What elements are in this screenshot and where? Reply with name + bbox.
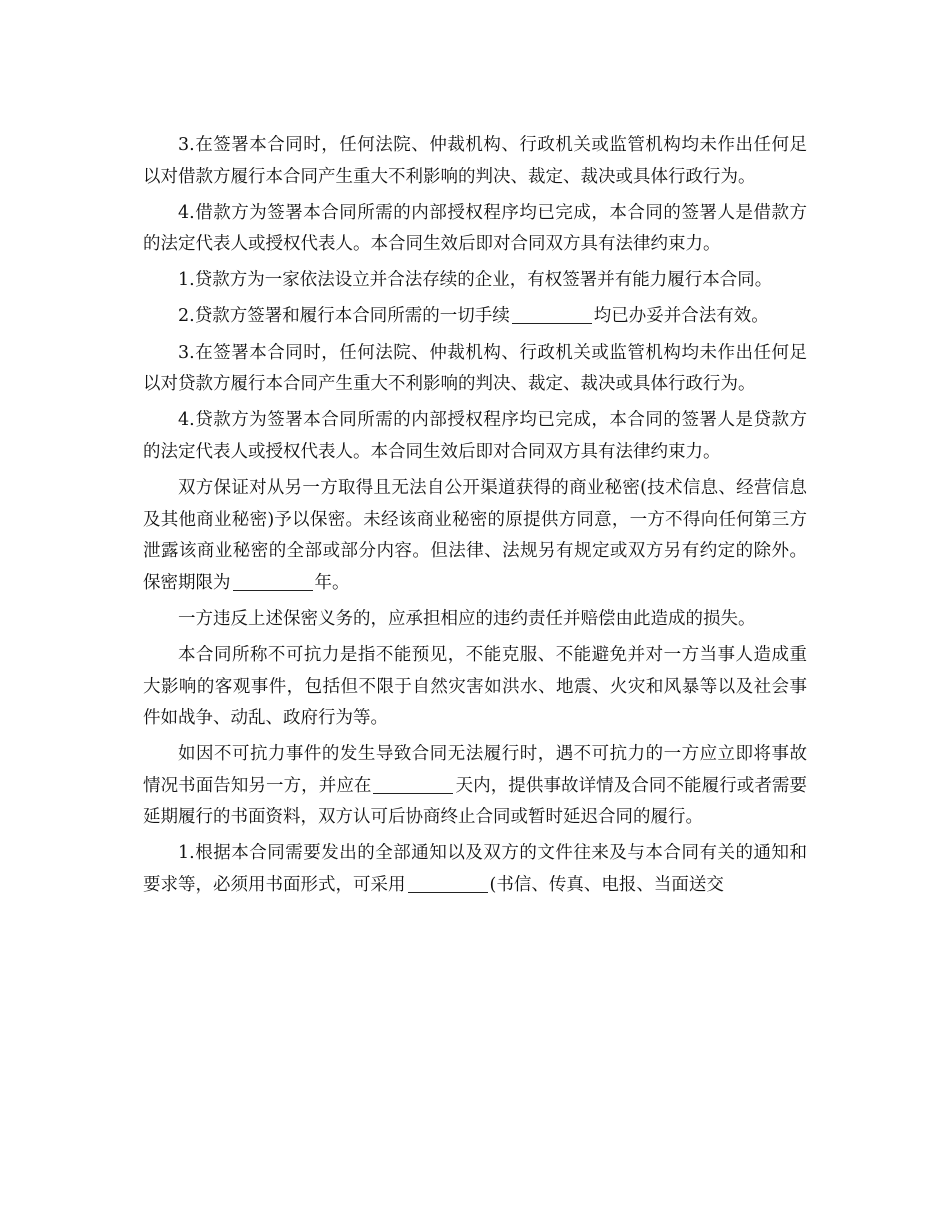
clause-paragraph xyxy=(143,405,807,468)
clause-text: 本合同所称不可抗力是指不能预见，不能克服、不能避免并对一方当事人造成重大影响的客观事件，包括但不限于自然灾害如洪水、地震、火灾和风暴等以及社会事件如战争、动乱、政府行为等。 xyxy=(143,644,807,729)
clause-text: 1.根据本合同需要发出的全部通知以及双方的文件往来及与本合同有关的通知和要求等，必须用书面形式，可采用 xyxy=(143,843,807,896)
fill-in-blank[interactable] xyxy=(373,775,453,794)
clause-paragraph xyxy=(143,473,807,599)
clause-text: 双方保证对从另一方取得且无法自公开渠道获得的商业秘密(技术信息、经营信息及其他商业秘密)予以保密。未经该商业秘密的原提供方同意，一方不得向任何第三方泄露该商业秘密的全部或部分内容。但法律、法规另有规定或双方另有约定的除外。保密期限为 xyxy=(143,477,807,593)
fill-in-blank[interactable] xyxy=(233,572,313,591)
fill-in-blank[interactable] xyxy=(408,875,488,894)
clause-text: 4.借款方为签署本合同所需的内部授权程序均已完成，本合同的签署人是借款方的法定代表人或授权代表人。本合同生效后即对合同双方具有法律约束力。 xyxy=(143,202,807,255)
clause-text: 一方违反上述保密义务的，应承担相应的违约责任并赔偿由此造成的损失。 xyxy=(178,608,756,629)
clause-paragraph xyxy=(143,604,807,636)
clause-text: 4.贷款方为签署本合同所需的内部授权程序均已完成，本合同的签署人是贷款方的法定代表人或授权代表人。本合同生效后即对合同双方具有法律约束力。 xyxy=(143,410,807,462)
clause-text: 如因不可抗力事件的发生导致合同无法履行时，遇不可抗力的一方应立即将事故情况书面告知另一方，并应在 xyxy=(143,744,807,796)
clause-text: 2.贷款方签署和履行本合同所需的一切手续 xyxy=(178,306,510,327)
clause-text: 3.在签署本合同时，任何法院、仲裁机构、行政机关或监管机构均未作出任何足以对贷款方履行本合同产生重大不利影响的判决、裁定、裁决或具体行政行为。 xyxy=(143,342,807,395)
clause-text: 天内，提供事故详情及合同不能履行或者需要延期履行的书面资料，双方认可后协商终止合同或暂时延迟合同的履行。 xyxy=(143,775,807,828)
fill-in-blank[interactable] xyxy=(512,306,592,325)
clause-text: 均已办妥并合法有效。 xyxy=(593,306,769,327)
clause-paragraph xyxy=(143,838,807,901)
clause-paragraph xyxy=(143,739,807,834)
clause-paragraph xyxy=(143,265,807,297)
clause-text: 1.贷款方为一家依法设立并合法存续的企业，有权签署并有能力履行本合同。 xyxy=(178,270,773,291)
document-body xyxy=(143,130,807,906)
clause-text: 3.在签署本合同时，任何法院、仲裁机构、行政机关或监管机构均未作出任何足以对借款方履行本合同产生重大不利影响的判决、裁定、裁决或具体行政行为。 xyxy=(143,135,807,187)
clause-paragraph xyxy=(143,198,807,261)
clause-paragraph xyxy=(143,301,807,333)
clause-paragraph xyxy=(143,130,807,193)
clause-paragraph xyxy=(143,640,807,735)
clause-paragraph xyxy=(143,338,807,401)
clause-text: (书信、传真、电报、当面送交 xyxy=(489,875,724,896)
clause-text: 年。 xyxy=(314,572,350,593)
